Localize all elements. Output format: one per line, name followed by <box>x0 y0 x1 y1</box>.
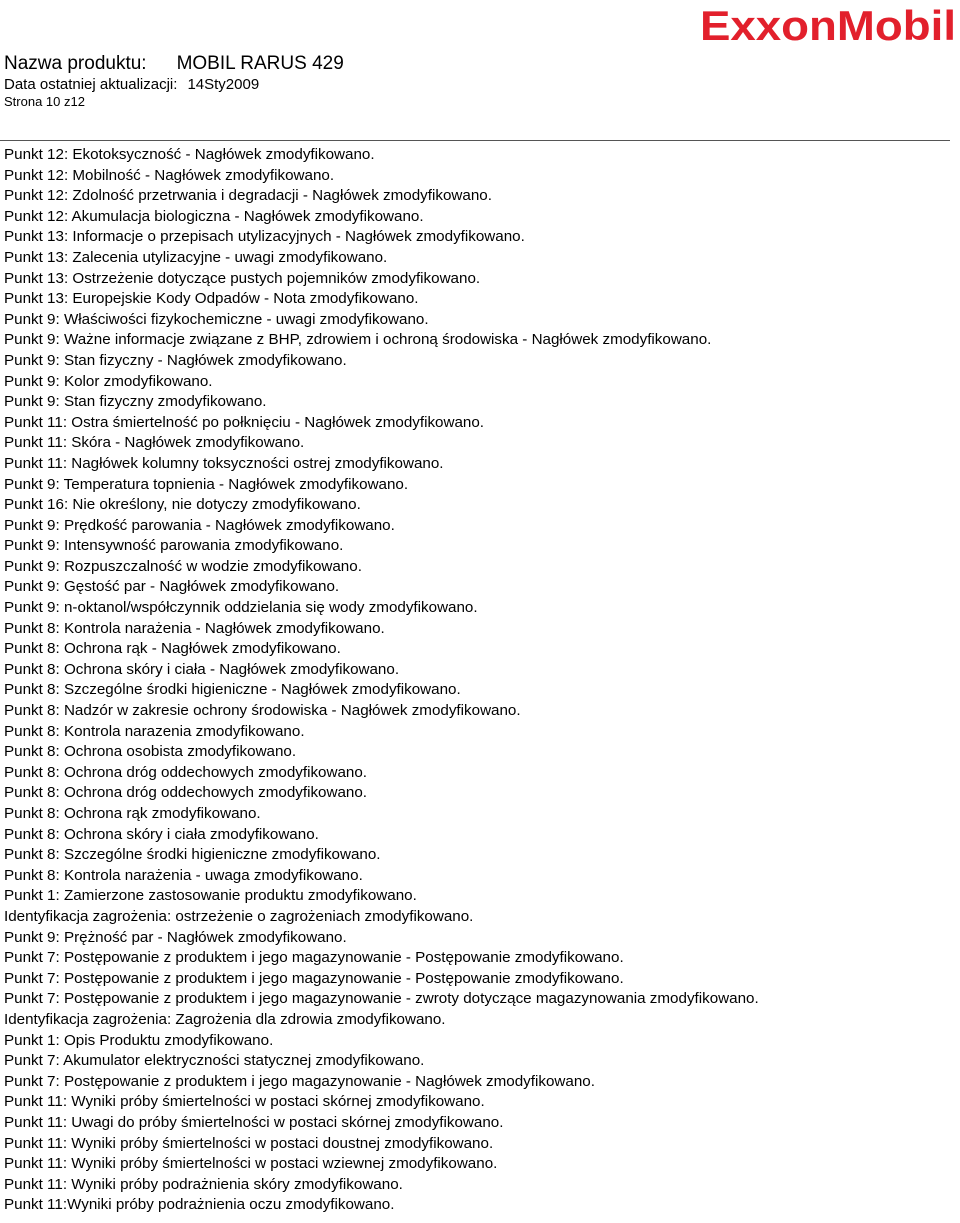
revision-note-line: Punkt 8: Ochrona rąk zmodyfikowano. <box>4 805 261 822</box>
revision-note-line: Punkt 8: Ochrona rąk - Nagłówek zmodyfikowano. <box>4 640 341 658</box>
revision-note-line: Punkt 12: Ekotoksyczność - Nagłówek zmodyfikowano. <box>4 146 375 163</box>
page-header <box>0 0 960 145</box>
revision-note-line: Punkt 9: Prężność par - Nagłówek zmodyfikowano. <box>4 928 347 946</box>
revision-notes-list <box>4 145 954 1216</box>
revision-note-line: Punkt 9: Właściwości fizykochemiczne - uwagi zmodyfikowano. <box>4 310 429 328</box>
revision-note-line: Punkt 7: Postępowanie z produktem i jego magazynowanie - Postępowanie zmodyfikowano. <box>4 969 624 987</box>
revision-note-line: Punkt 7: Postępowanie z produktem i jego magazynowanie - zwroty dotyczące magazynowania zmodyfikowano. <box>4 990 759 1008</box>
header-divider <box>0 140 950 141</box>
revision-note-line: Punkt 13: Informacje o przepisach utylizacyjnych - Nagłówek zmodyfikowano. <box>4 228 525 246</box>
revision-date-line <box>4 76 259 94</box>
revision-date-label: Data ostatniej aktualizacji: <box>4 76 178 93</box>
revision-note-line: Punkt 7: Postępowanie z produktem i jego magazynowanie - Postępowanie zmodyfikowano. <box>4 949 624 967</box>
revision-note-line: Punkt 16: Nie określony, nie dotyczy zmodyfikowano. <box>4 496 361 514</box>
revision-note-line: Punkt 11: Wyniki próby śmiertelności w postaci skórnej zmodyfikowano. <box>4 1093 485 1111</box>
revision-note-line: Punkt 13: Zalecenia utylizacyjne - uwagi zmodyfikowano. <box>4 248 388 266</box>
svg-text:ExxonMobil: ExxonMobil <box>700 2 956 48</box>
revision-note-line: Identyfikacja zagrożenia: ostrzeżenie o zagrożeniach zmodyfikowano. <box>4 907 474 925</box>
revision-note-line: Punkt 8: Nadzór w zakresie ochrony środowiska - Nagłówek zmodyfikowano. <box>4 702 521 720</box>
revision-note-line: Punkt 11: Ostra śmiertelność po połknięciu - Nagłówek zmodyfikowano. <box>4 413 485 431</box>
revision-note-line: Punkt 9: Stan fizyczny zmodyfikowano. <box>4 393 267 411</box>
revision-note-line: Punkt 8: Kontrola narażenia - uwaga zmodyfikowano. <box>4 866 363 884</box>
revision-note-line: Punkt 8: Szczególne środki higieniczne - Nagłówek zmodyfikowano. <box>4 681 461 699</box>
revision-note-line: Punkt 11: Wyniki próby śmiertelności w postaci wziewnej zmodyfikowano. <box>4 1155 498 1173</box>
revision-note-line: Punkt 12: Akumulacja biologiczna - Nagłówek zmodyfikowano. <box>4 207 424 225</box>
revision-note-line: Punkt 11:Wyniki próby podrażnienia oczu zmodyfikowano. <box>4 1196 395 1214</box>
page-number: Strona 10 z12 <box>4 94 85 109</box>
revision-note-line: Punkt 13: Ostrzeżenie dotyczące pustych pojemników zmodyfikowano. <box>4 269 481 287</box>
revision-note-line: Punkt 11: Wyniki próby podrażnienia skóry zmodyfikowano. <box>4 1175 403 1193</box>
revision-note-line: Punkt 13: Europejskie Kody Odpadów - Nota zmodyfikowano. <box>4 290 419 308</box>
revision-note-line: Punkt 8: Ochrona osobista zmodyfikowano. <box>4 743 297 761</box>
product-line <box>4 53 344 75</box>
exxonmobil-logo <box>698 2 960 48</box>
revision-note-line: Punkt 8: Ochrona skóry i ciała - Nagłówek zmodyfikowano. <box>4 660 400 678</box>
product-name: MOBIL RARUS 429 <box>176 53 344 74</box>
revision-note-line: Punkt 11: Uwagi do próby śmiertelności w postaci skórnej zmodyfikowano. <box>4 1113 504 1131</box>
revision-note-line: Punkt 1: Opis Produktu zmodyfikowano. <box>4 1031 274 1049</box>
revision-note-line: Punkt 9: Intensywność parowania zmodyfikowano. <box>4 537 344 555</box>
revision-note-line: Punkt 9: Kolor zmodyfikowano. <box>4 372 213 390</box>
revision-note-line: Punkt 9: Rozpuszczalność w wodzie zmodyfikowano. <box>4 557 362 575</box>
revision-note-line: Punkt 8: Kontrola narazenia zmodyfikowano. <box>4 722 305 740</box>
product-label: Nazwa produktu: <box>4 53 147 74</box>
revision-note-line: Punkt 8: Szczególne środki higieniczne zmodyfikowano. <box>4 846 381 864</box>
revision-note-line: Punkt 9: Stan fizyczny - Nagłówek zmodyfikowano. <box>4 351 347 369</box>
revision-note-line: Punkt 8: Kontrola narażenia - Nagłówek zmodyfikowano. <box>4 619 385 637</box>
revision-note-line: Punkt 12: Zdolność przetrwania i degradacji - Nagłówek zmodyfikowano. <box>4 187 492 205</box>
revision-note-line: Punkt 8: Ochrona dróg oddechowych zmodyfikowano. <box>4 784 368 802</box>
revision-note-line: Punkt 11: Nagłówek kolumny toksyczności ostrej zmodyfikowano. <box>4 454 444 472</box>
revision-note-line: Punkt 7: Postępowanie z produktem i jego magazynowanie - Nagłówek zmodyfikowano. <box>4 1072 595 1090</box>
revision-note-line: Identyfikacja zagrożenia: Zagrożenia dla zdrowia zmodyfikowano. <box>4 1010 446 1028</box>
revision-note-line: Punkt 11: Skóra - Nagłówek zmodyfikowano. <box>4 434 305 452</box>
revision-note-line: Punkt 8: Ochrona skóry i ciała zmodyfikowano. <box>4 825 319 843</box>
revision-note-line: Punkt 9: Gęstość par - Nagłówek zmodyfikowano. <box>4 578 340 596</box>
revision-note-line: Punkt 12: Mobilność - Nagłówek zmodyfikowano. <box>4 166 335 184</box>
revision-note-line: Punkt 7: Akumulator elektryczności statycznej zmodyfikowano. <box>4 1052 425 1070</box>
revision-note-line: Punkt 8: Ochrona dróg oddechowych zmodyfikowano. <box>4 763 368 781</box>
revision-note-line: Punkt 9: Temperatura topnienia - Nagłówek zmodyfikowano. <box>4 475 409 493</box>
revision-date-value: 14Sty2009 <box>187 76 260 93</box>
revision-note-line: Punkt 11: Wyniki próby śmiertelności w postaci doustnej zmodyfikowano. <box>4 1134 494 1152</box>
revision-note-line: Punkt 9: Ważne informacje związane z BHP, zdrowiem i ochroną środowiska - Nagłówek zmodyfikowano. <box>4 331 712 349</box>
revision-note-line: Punkt 1: Zamierzone zastosowanie produktu zmodyfikowano. <box>4 887 417 905</box>
revision-note-line: Punkt 9: n-oktanol/współczynnik oddzielania się wody zmodyfikowano. <box>4 599 478 617</box>
revision-note-line: Punkt 9: Prędkość parowania - Nagłówek zmodyfikowano. <box>4 516 395 534</box>
